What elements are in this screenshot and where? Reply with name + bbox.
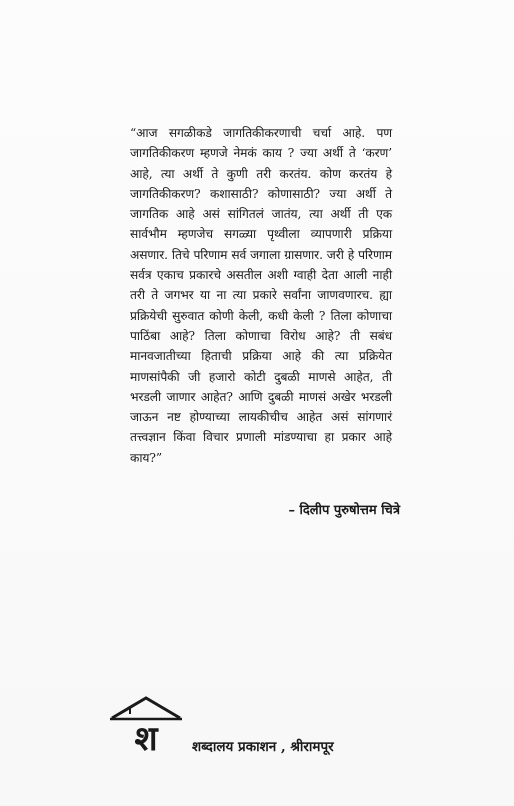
publisher-logo-icon	[108, 694, 184, 754]
logo-letter: श	[134, 719, 158, 754]
quote-text: “आज सगळीकडे जागतिकीकरणाची चर्चा आहे. पण जागतिकीकरण म्हणजे नेमकं काय ? ज्या अर्थी ते ‘करण’ आहे, त्या अर्थी ते कुणी तरी करतंय. कोण करतंय हे जागतिकीकरण? कशासाठी? कोणासाठी? ज्या अर्थी ते जागतिक आहे असं सांगितलं जातंय, त्या अर्थी ती एक सार्वभौम म्हणजेच सगळ्या पृथ्वीला व्यापणारी प्रक्रिया असणार. तिचे परिणाम सर्व जगाला ग्रासणार. जरी हे परिणाम सर्वत्र एकाच प्रकारचे असतील अशी ग्वाही देता आली नाही तरी ते जगभर या ना त्या प्रकारे सर्वांना जाणवणारच. ह्या प्रक्रियेची सुरुवात कोणी केली, कधी केली ? तिला कोणाचा पाठिंबा आहे? तिला कोणाचा विरोध आहे? ती सबंध मानवजातीच्या हिताची प्रक्रिया आहे की त्या प्रक्रियेत माणसांपैकी जी हजारो कोटी दुबळी माणसे आहेत, ती भरडली जाणार आहेत? आणि दुबळी माणसं अखेर भरडली जाऊन नष्ट होण्याच्या लायकीचीच आहेत असं सांगणारं तत्त्वज्ञान किंवा विचार प्रणाली मांडण्याचा हा प्रकार आहे काय?”	[130, 126, 392, 465]
publisher-name: शब्दालय प्रकाशन , श्रीरामपूर	[192, 739, 334, 755]
quote-attribution: – दिलीप पुरुषोत्तम चित्रे	[288, 503, 400, 518]
quote-block	[130, 123, 392, 468]
